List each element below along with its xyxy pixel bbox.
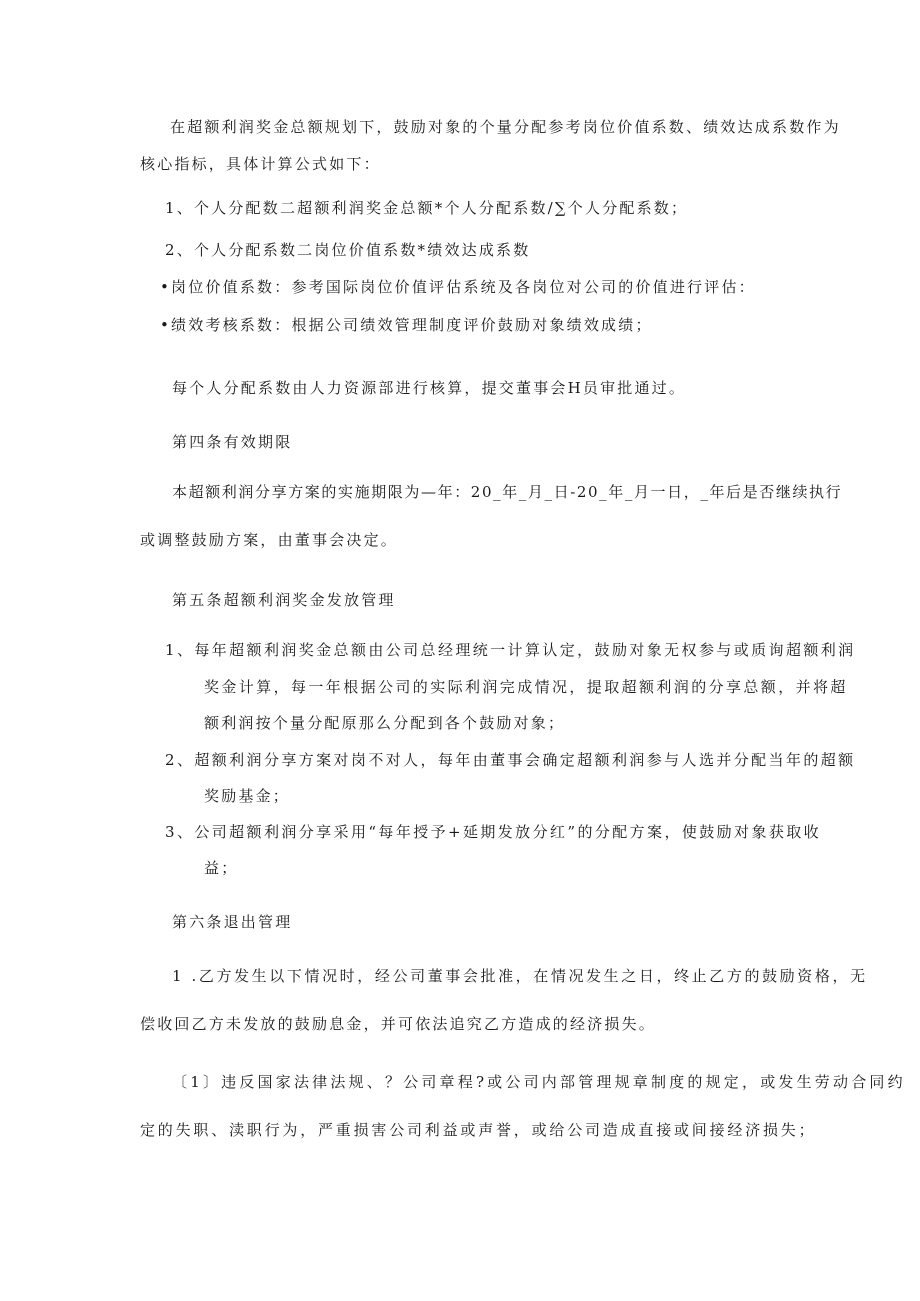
article-4-line-1: 本超额利润分享方案的实施期限为—年：20_年_月_日-20_年_月一日，_年后是否继续执行 <box>172 483 843 501</box>
article-5-title: 第五条超额利润奖金发放管理 <box>172 591 396 609</box>
article-5-item-1-line-1: 1、每年超额利润奖金总额由公司总经理统一计算认定，鼓励对象无权参与或质询超额利润 <box>165 641 856 659</box>
article-6-clause-1-line-1: 〔1〕违反国家法律法规、？公司章程?或公司内部管理规章制度的规定，或发生劳动合同约 <box>172 1073 906 1091</box>
article-5-item-2-line-1: 2、超额利润分享方案对岗不对人，每年由董事会确定超额利润参与人选并分配当年的超额 <box>165 751 856 769</box>
article-5-item-3-line-1: 3、公司超额利润分享采用“每年授予+延期发放分红”的分配方案，使鼓励对象获取收 <box>165 823 822 841</box>
article-5-item-1-line-3: 额利润按个量分配原那么分配到各个鼓励对象； <box>204 714 566 732</box>
formula-2: 2、个人分配系数二岗位价值系数*绩效达成系数 <box>165 241 531 259</box>
article-5-item-2-line-2: 奖励基金； <box>204 787 291 805</box>
bullet-position-value: •岗位价值系数：参考国际岗位价值评估系统及各岗位对公司的价值进行评估： <box>160 278 756 296</box>
approval-paragraph: 每个人分配系数由人力资源部进行核算，提交董事会H员审批通过。 <box>172 379 687 397</box>
article-6-title: 第六条退出管理 <box>172 913 293 931</box>
article-6-clause-1-line-2: 定的失职、渎职行为，严重损害公司利益或声誉，或给公司造成直接或间接经济损失； <box>140 1121 817 1139</box>
intro-paragraph-line-2: 核心指标，具体计算公式如下： <box>140 155 381 173</box>
bullet-performance-coefficient: •绩效考核系数：根据公司绩效管理制度评价鼓励对象绩效成绩； <box>160 316 653 334</box>
intro-paragraph-line-1: 在超额利润奖金总额规划下，鼓励对象的个量分配参考岗位价值系数、绩效达成系数作为 <box>170 118 841 136</box>
article-4-line-2: 或调整鼓励方案，由董事会决定。 <box>140 531 399 549</box>
article-5-item-3-line-2: 益； <box>204 859 239 877</box>
formula-1: 1、个人分配数二超额利润奖金总额*个人分配系数/∑个人分配系数； <box>165 199 689 217</box>
article-5-item-1-line-2: 奖金计算，每一年根据公司的实际利润完成情况，提取超额利润的分享总额，并将超 <box>204 678 848 696</box>
article-6-paragraph-1-line-2: 偿收回乙方未发放的鼓励息金，并可依法追究乙方造成的经济损失。 <box>140 1015 657 1033</box>
article-6-paragraph-1-line-1: 1 .乙方发生以下情况时，经公司董事会批准，在情况发生之日，终止乙方的鼓励资格，无 <box>172 967 868 985</box>
article-4-title: 第四条有效期限 <box>172 433 293 451</box>
